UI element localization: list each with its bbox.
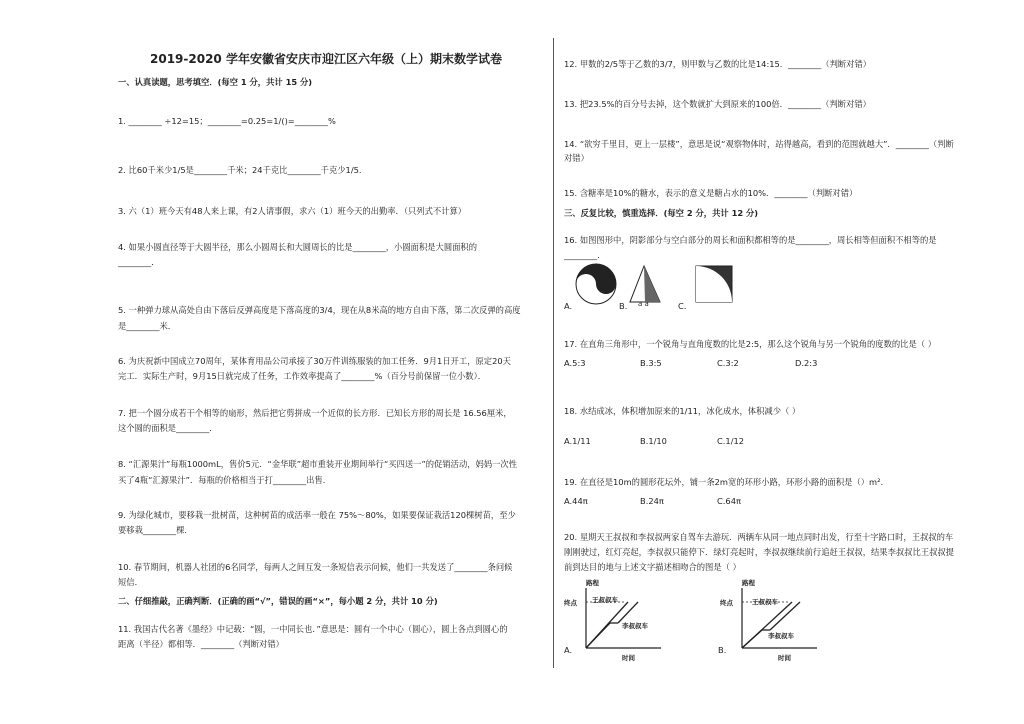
q20-option-a: A.: [564, 645, 573, 655]
q19-option-a: A.44π: [564, 496, 588, 506]
q19-option-b: B.24π: [640, 496, 664, 506]
q17-option-b: B.3:5: [640, 358, 662, 368]
q20b-wang-label: 王叔叔车: [752, 598, 778, 606]
question-16-line-2: ________．: [564, 250, 606, 260]
page-title: 2019-2020 学年安徽省安庆市迎江区六年级（上）期末数学试卷: [150, 52, 502, 66]
section-1-heading: 一、认真读题，思考填空．(每空 1 分，共计 15 分): [118, 77, 313, 87]
q18-option-a: A.1/11: [564, 436, 591, 446]
question-19: 19. 在直径是10m的圆形花坛外，铺一条2m宽的环形小路，环形小路的面积是（）m².: [564, 477, 884, 487]
q16-option-c: C.: [678, 301, 687, 311]
question-10-line-1: 10. 春节期间，机器人社团的6名同学，每两人之间互发一条短信表示问候，他们一共发送了________条问候: [118, 562, 513, 572]
q20b-x-label: 时间: [778, 654, 791, 662]
q17-option-c: C.3:2: [717, 358, 739, 368]
question-15: 15. 含糖率是10%的糖水，表示的意义是糖占水的10%．________（判断对错）: [564, 188, 858, 198]
question-20-line-1: 20. 星期天王叔叔和李叔叔两家自驾车去游玩．两辆车从同一地点同时出发，行至十字路口时，王叔叔的车: [564, 532, 954, 542]
q20a-y-label: 路程: [586, 579, 599, 587]
figure-c-square: [696, 266, 732, 302]
figure-b-triangle: [630, 266, 660, 302]
q20b-end-label: 终点: [720, 599, 733, 607]
q20a-x-label: 时间: [622, 654, 635, 662]
question-9-line-1: 9. 为绿化城市，要移栽一批树苗，这种树苗的成活率一般在 75%～80%，如果要保证栽活120棵树苗，至少: [118, 510, 516, 520]
question-12: 12. 甲数的2/5等于乙数的3/7，则甲数与乙数的比是14:15．________（判断对错）: [564, 59, 872, 69]
question-4-line-1: 4. 如果小圆直径等于大圆半径，那么小圆周长和大圆周长的比是________，小圆面积是大圆面积的: [118, 242, 478, 252]
question-6-line-1: 6. 为庆祝新中国成立70周年，某体育用品公司承接了30万件训练服装的加工任务．9月1日开工，原定20天: [118, 356, 511, 366]
q20b-li-label: 李叔叔车: [768, 632, 794, 640]
q16-b-base-label: a a: [638, 300, 649, 308]
q16-option-a: A.: [564, 301, 573, 311]
q18-option-b: B.1/10: [640, 436, 667, 446]
question-16-line-1: 16. 如图图形中，阴影部分与空白部分的周长和面积都相等的是________，周长相等但面积不相等的是: [564, 235, 937, 245]
q16-option-b: B.: [619, 301, 628, 311]
section-2-heading: 二、仔细推敲，正确判断．(正确的画“√”，错误的画“×”，每小题 2 分，共计 10 分): [118, 596, 438, 606]
question-20-line-2: 刚刚驶过，红灯亮起，李叔叔只能停下．绿灯亮起时，李叔叔继续前行追赶王叔叔，结果李叔叔比王叔叔提: [564, 547, 954, 557]
column-divider: [553, 38, 554, 668]
question-1: 1. ________ ÷12=15；________=0.25=1/()=________%: [118, 116, 336, 126]
q20b-y-label: 路程: [742, 579, 755, 587]
q20-graph-a: [566, 578, 666, 653]
q19-option-c: C.64π: [717, 496, 741, 506]
q20-option-b: B.: [718, 645, 727, 655]
question-9-line-2: 要移栽________棵．: [118, 525, 193, 535]
question-7-line-2: 这个圆的面积是________．: [118, 423, 218, 433]
question-14-line-1: 14. “欲穷千里目，更上一层楼”，意思是说“观察物体时，站得越高，看到的范围就越大”．________（判断: [564, 139, 954, 149]
q20a-end-label: 终点: [564, 599, 577, 607]
question-7-line-1: 7. 把一个圆分成若干个相等的扇形，然后把它剪拼成一个近似的长方形．已知长方形的周长是 16.56厘米，: [118, 408, 512, 418]
question-6-line-2: 完工．实际生产时，9月15日就完成了任务，工作效率提高了________%（百分号前保留一位小数）．: [118, 371, 487, 381]
question-5-line-2: 是________米．: [118, 321, 177, 331]
question-20-line-3: 前到达目的地与上述文字描述相吻合的图是（ ）: [564, 562, 741, 572]
question-11-line-2: 距离（半径）都相等．________（判断对错）: [118, 639, 284, 649]
section-3-heading: 三、反复比较，慎重选择．(每空 2 分，共计 12 分): [564, 208, 759, 218]
q18-option-c: C.1/12: [717, 436, 745, 446]
question-16-figures: [564, 262, 744, 314]
question-10-line-2: 短信．: [118, 577, 143, 587]
q20a-li-label: 李叔叔车: [622, 622, 648, 630]
question-17: 17. 在直角三角形中，一个锐角与直角度数的比是2:5，那么这个锐角与另一个锐角的度数的比是（ ）: [564, 339, 936, 349]
figure-a-yinyang: [576, 264, 616, 304]
question-14-line-2: 对错）: [564, 153, 589, 163]
question-4-line-2: ________．: [118, 257, 160, 267]
question-5-line-1: 5. 一种弹力球从高处自由下落后反弹高度是下落高度的3/4，现在从8米高的地方自由下落，第二次反弹的高度: [118, 305, 521, 315]
q17-option-a: A.5:3: [564, 358, 586, 368]
q17-option-d: D.2:3: [795, 358, 818, 368]
q20a-wang-label: 王叔叔车: [592, 596, 618, 604]
question-18: 18. 水结成冰，体积增加原来的1/11，冰化成水，体积减少（ ）: [564, 406, 801, 416]
question-3: 3. 六（1）班今天有48人来上课，有2人请事假，求六（1）班今天的出勤率．（只列式不计算）: [118, 206, 467, 216]
question-8-line-1: 8. “汇源果汁”每瓶1000mL，售价5元．“金华联”超市重装开业期间举行“买四送一”的促销活动，妈妈一次性: [118, 459, 518, 469]
question-2: 2. 比60千米少1/5是________千米；24千克比________千克少1/5.: [118, 165, 362, 175]
question-8-line-2: 买了4瓶“汇源果汁”．每瓶的价格相当于打________出售．: [118, 475, 332, 485]
right-column: [556, 0, 1024, 724]
question-13: 13. 把23.5%的百分号去掉，这个数就扩大到原来的100倍．________（判断对错）: [564, 99, 871, 109]
question-11-line-1: 11. 我国古代名著《墨经》中记载：“圆，一中同长也．”意思是：圆有一个中心（圆心），圆上各点到圆心的: [118, 624, 508, 634]
